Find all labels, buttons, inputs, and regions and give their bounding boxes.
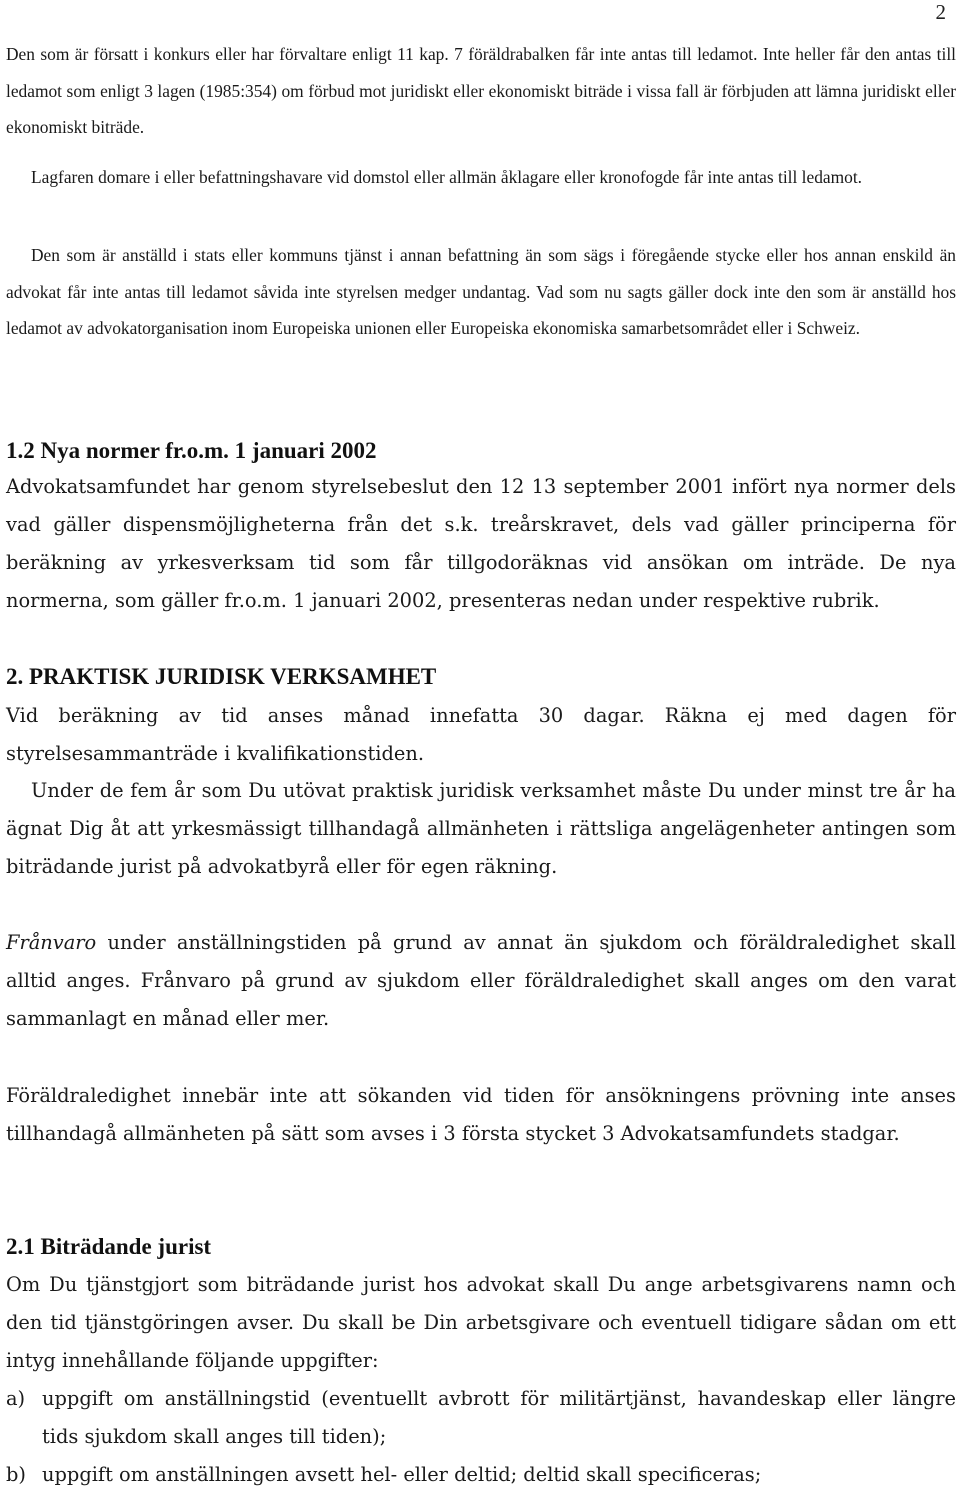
list-item-text: uppgift om anställningstid (eventuellt avbrott för militärtjänst, havandeskap eller längre tids sjukdom skall anges till tiden); [42, 1387, 956, 1448]
heading-1-2: 1.2 Nya normer fr.o.m. 1 januari 2002 [6, 438, 377, 463]
list-marker: b) [6, 1463, 26, 1486]
list-item [6, 1380, 956, 1456]
heading-2: 2. PRAKTISK JURIDISK VERKSAMHET [6, 664, 437, 689]
paragraph-text: Den som är försatt i konkurs eller har förvaltare enligt 11 kap. 7 föräldrabalken får inte antas till ledamot. Inte heller får den antas till ledamot som enligt 3 lagen (1985:354) om förbud mot juridiskt eller ekonomiskt biträde i vissa fall är förbjuden att lämna juridiskt eller ekonomiskt biträde. [6, 44, 956, 137]
paragraph-berakning [6, 697, 956, 773]
paragraph-konkurs [6, 36, 956, 146]
paragraph-text [6, 924, 956, 1038]
paragraph-text: Under de fem år som Du utövat praktisk juridisk verksamhet måste Du under minst tre år ha ägnat Dig åt att yrkesmässigt tillhandagå allmänheten i rättsliga angelägenheter antingen som biträdande jurist på advokatbyrå eller för egen räkning. [6, 779, 956, 878]
paragraph-text: Lagfaren domare i eller befattningshavare vid domstol eller allmän åklagare eller kronofogde får inte antas till ledamot. [31, 167, 863, 187]
requirements-list [6, 1380, 956, 1494]
paragraph-franvaro [6, 924, 956, 1038]
paragraph-foraldraledighet [6, 1077, 956, 1153]
paragraph-nya-normer [6, 468, 956, 620]
page-number: 2 [935, 0, 946, 24]
list-item-text: uppgift om anställningen avsett hel- eller deltid; deltid skall specificeras; [42, 1463, 762, 1486]
paragraph-bitradande [6, 1266, 956, 1380]
paragraph-anstalld [6, 237, 956, 347]
list-marker: a) [6, 1387, 26, 1410]
paragraph-text: Om Du tjänstgjort som biträdande jurist hos advokat skall Du ange arbetsgivarens namn och den tid tjänstgöringen avser. Du skall be Din arbetsgivare och eventuell tidigare sådan om ett intyg innehållande följande uppgifter: [6, 1273, 956, 1372]
paragraph-rest: under anställningstiden på grund av annat än sjukdom och föräldraledighet skall alltid anges. Frånvaro på grund av sjukdom eller föräldraledighet skall anges om den varat sammanlagt en månad eller mer. [6, 931, 956, 1030]
paragraph-text: Föräldraledighet innebär inte att sökanden vid tiden för ansökningens prövning inte anses tillhandagå allmänheten på sätt som avses i 3 första stycket 3 Advokatsamfundets stadgar. [6, 1084, 956, 1145]
italic-term: Frånvaro [6, 931, 97, 954]
list-item [6, 1456, 956, 1494]
heading-2-1: 2.1 Biträdande jurist [6, 1234, 212, 1259]
paragraph-lagfaren [6, 159, 956, 196]
paragraph-text: Advokatsamfundet har genom styrelsebeslut den 12 13 september 2001 infört nya normer dels vad gäller dispensmöjligheterna från det s.k. treårskravet, dels vad gäller principerna för beräkning av yrkesverksam tid som får tillgodoräknas vid ansökan om inträde. De nya normerna, som gäller fr.o.m. 1 januari 2002, presenteras nedan under respektive rubrik. [6, 475, 956, 612]
paragraph-text: Den som är anställd i stats eller kommuns tjänst i annan befattning än som sägs i föregående stycke eller hos annan enskild än advokat får inte antas till ledamot såvida inte styrelsen medger undantag. Vad som nu sagts gäller dock inte den som är anställd hos ledamot av advokatorganisation inom Europeiska unionen eller Europeiska ekonomiska samarbetsområdet eller i Schweiz. [6, 245, 956, 338]
paragraph-fem-ar [6, 772, 956, 886]
paragraph-text: Vid beräkning av tid anses månad innefatta 30 dagar. Räkna ej med dagen för styrelsesammanträde i kvalifikationstiden. [6, 704, 956, 765]
